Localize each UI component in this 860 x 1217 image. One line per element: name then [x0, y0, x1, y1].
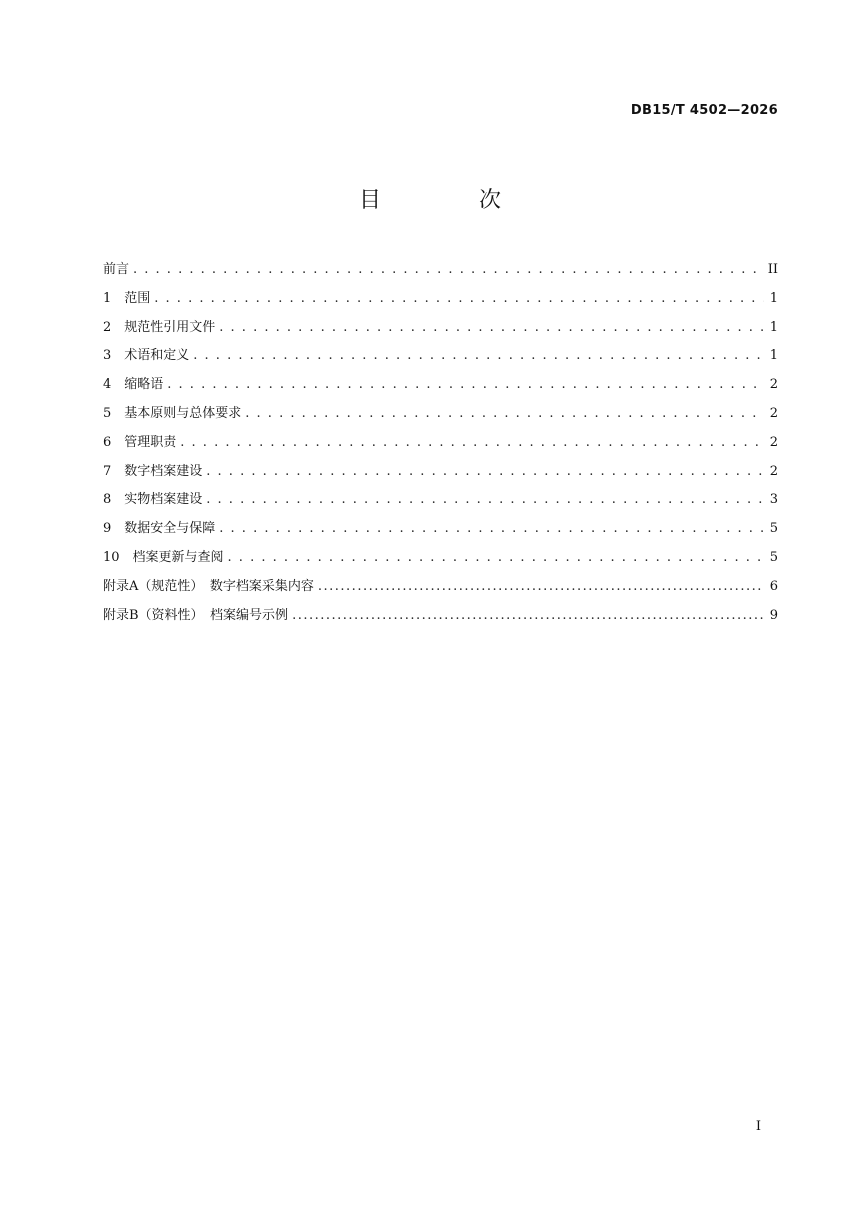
toc-entry-label: 2 规范性引用文件	[103, 319, 216, 335]
toc-entry-page: 1	[769, 348, 778, 364]
table-of-contents	[103, 258, 778, 632]
toc-entry-label: 9 数据安全与保障	[103, 521, 216, 537]
toc-leader-dots	[167, 377, 764, 392]
toc-entry-management-duties[interactable]	[103, 431, 778, 460]
toc-leader-dots	[219, 521, 764, 536]
toc-entry-scope[interactable]	[103, 287, 778, 316]
toc-entry-label: 附录B（资料性） 档案编号示例	[103, 607, 289, 623]
toc-entry-foreword[interactable]	[103, 258, 778, 287]
toc-entry-page: 5	[769, 521, 778, 537]
toc-entry-label: 8 实物档案建设	[103, 492, 203, 508]
toc-entry-label: 前言	[103, 262, 130, 277]
toc-entry-page: 2	[769, 463, 778, 479]
toc-entry-abbreviations[interactable]	[103, 373, 778, 402]
toc-leader-dots	[318, 579, 764, 594]
toc-entry-label: 7 数字档案建设	[103, 463, 203, 479]
toc-leader-dots	[133, 262, 764, 277]
toc-entry-page: 2	[769, 434, 778, 450]
toc-entry-terms-definitions[interactable]	[103, 344, 778, 373]
toc-entry-page: 1	[769, 319, 778, 335]
toc-entry-label: 附录A（规范性） 数字档案采集内容	[103, 578, 314, 594]
toc-leader-dots	[219, 320, 764, 335]
toc-leader-dots	[292, 608, 764, 623]
page-number: I	[755, 1119, 761, 1134]
toc-leader-dots	[154, 291, 764, 306]
toc-entry-physical-archive[interactable]	[103, 488, 778, 517]
toc-entry-page: 5	[769, 549, 778, 565]
toc-entry-label: 3 术语和定义	[103, 348, 190, 364]
toc-leader-dots	[206, 492, 764, 507]
toc-entry-normative-references[interactable]	[103, 316, 778, 345]
toc-leader-dots	[180, 435, 764, 450]
toc-entry-appendix-b[interactable]	[103, 604, 778, 633]
toc-title: 目 次	[358, 188, 539, 213]
toc-entry-label: 10 档案更新与查阅	[103, 549, 224, 565]
toc-leader-dots	[206, 464, 764, 479]
document-code: DB15/T 4502—2026	[630, 103, 778, 118]
toc-entry-archive-update[interactable]	[103, 546, 778, 575]
toc-entry-page: 6	[769, 578, 778, 594]
toc-entry-page: 9	[769, 607, 778, 623]
toc-entry-page: 2	[769, 405, 778, 421]
toc-entry-digital-archive[interactable]	[103, 460, 778, 489]
toc-leader-dots	[228, 550, 764, 565]
toc-entry-basic-principles[interactable]	[103, 402, 778, 431]
toc-leader-dots	[193, 348, 764, 363]
toc-entry-page: 1	[769, 290, 778, 306]
toc-entry-label: 5 基本原则与总体要求	[103, 405, 242, 421]
toc-entry-page: 3	[769, 492, 778, 508]
toc-entry-label: 4 缩略语	[103, 377, 164, 393]
toc-entry-page: II	[767, 262, 778, 277]
toc-entry-label: 1 范围	[103, 290, 151, 306]
toc-entry-page: 2	[769, 377, 778, 393]
toc-entry-data-security[interactable]	[103, 517, 778, 546]
toc-entry-label: 6 管理职责	[103, 434, 177, 450]
toc-leader-dots	[245, 406, 764, 421]
toc-entry-appendix-a[interactable]	[103, 575, 778, 604]
